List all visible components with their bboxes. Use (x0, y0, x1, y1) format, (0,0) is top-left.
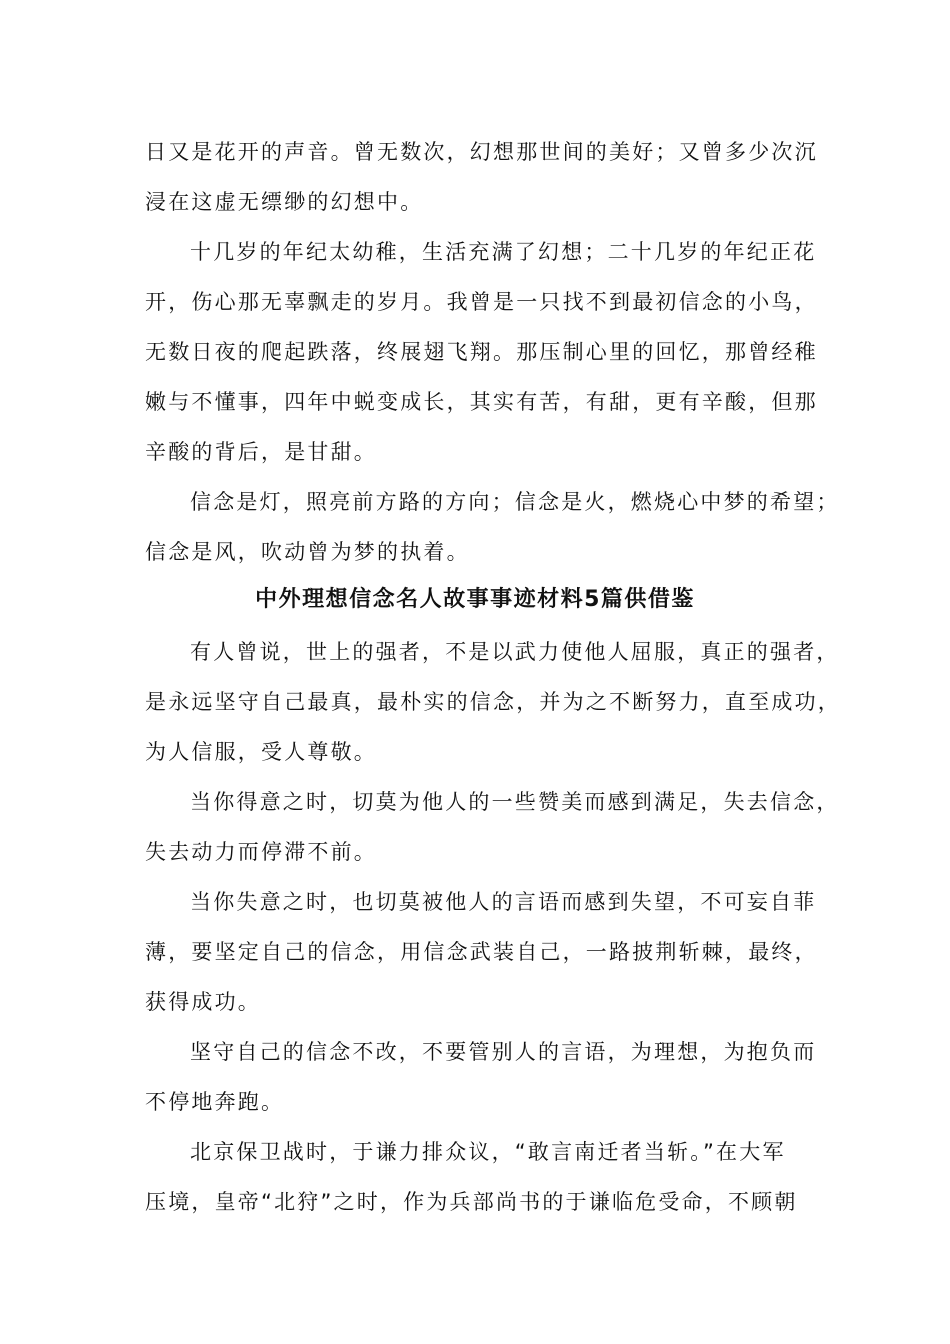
paragraph-start: 有人曾说，世上的强者，不是以武力使他人屈服，真正的强者， (190, 640, 840, 664)
paragraph-start: 坚守自己的信念不改，不要管别人的言语，为理想，为抱负而 (190, 1040, 817, 1064)
paragraph-start: 北京保卫战时，于谦力排众议，“敢言南迁者当斩。”在大军 (190, 1140, 786, 1164)
text-line: 不停地奔跑。 (145, 1090, 285, 1114)
text-line: 开，伤心那无辜飘走的岁月。我曾是一只找不到最初信念的小鸟， (145, 290, 818, 314)
text-line: 信念是风，吹动曾为梦的执着。 (145, 540, 470, 564)
text-line: 无数日夜的爬起跌落，终展翅飞翔。那压制心里的回忆，那曾经稚 (145, 340, 818, 364)
text-line: 获得成功。 (145, 990, 261, 1014)
text-line: 是永远坚守自己最真，最朴实的信念，并为之不断努力，直至成功， (145, 690, 841, 714)
paragraph-start: 十几岁的年纪太幼稚，生活充满了幻想；二十几岁的年纪正花 (190, 240, 817, 264)
text-line: 为人信服，受人尊敬。 (145, 740, 377, 764)
text-line: 浸在这虚无缥缈的幻想中。 (145, 190, 424, 214)
text-line: 辛酸的背后，是甘甜。 (145, 440, 377, 464)
text-line: 薄，要坚定自己的信念，用信念武装自己，一路披荆斩棘，最终， (145, 940, 818, 964)
text-line: 压境，皇帝“北狩”之时，作为兵部尚书的于谦临危受命，不顾朝 (145, 1190, 798, 1214)
section-title: 中外理想信念名人故事事迹材料5篇供借鉴 (255, 587, 695, 612)
text-line: 日又是花开的声音。曾无数次，幻想那世间的美好；又曾多少次沉 (145, 140, 818, 164)
paragraph-start: 当你得意之时，切莫为他人的一些赞美而感到满足，失去信念， (190, 790, 840, 814)
text-line: 失去动力而停滞不前。 (145, 840, 377, 864)
paragraph-start: 信念是灯，照亮前方路的方向；信念是火，燃烧心中梦的希望； (190, 490, 840, 514)
paragraph-start: 当你失意之时，也切莫被他人的言语而感到失望，不可妄自菲 (190, 890, 817, 914)
text-line: 嫩与不懂事，四年中蜕变成长，其实有苦，有甜，更有辛酸，但那 (145, 390, 818, 414)
